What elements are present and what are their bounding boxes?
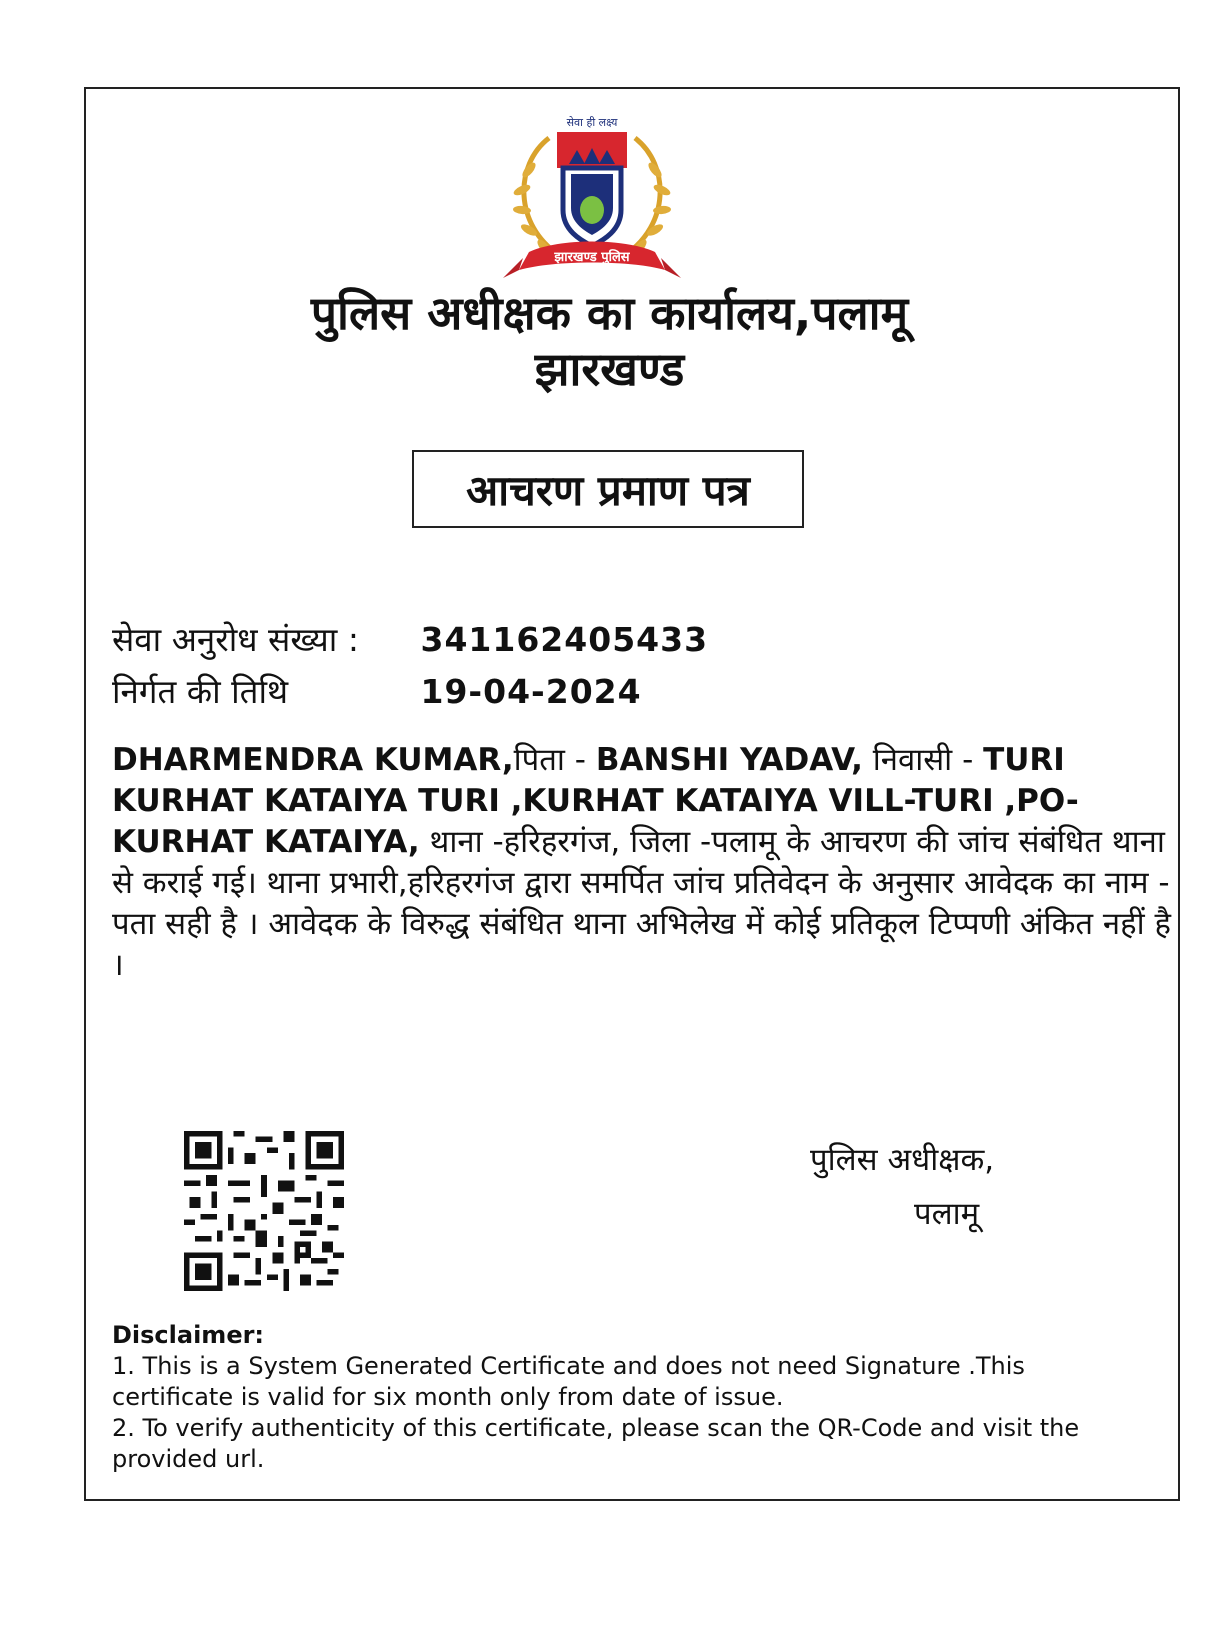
signatory-title: पुलिस अधीक्षक, bbox=[810, 1142, 995, 1178]
office-name: पुलिस अधीक्षक का कार्यालय,पलामू bbox=[310, 286, 909, 340]
resident-label: निवासी - bbox=[862, 742, 984, 778]
office-state: झारखण्ड bbox=[534, 342, 685, 396]
request-number-value: 341162405433 bbox=[420, 620, 709, 659]
certificate-title: आचरण प्रमाण पत्र bbox=[412, 450, 804, 528]
signatory-place: पलामू bbox=[914, 1196, 980, 1232]
disclaimer bbox=[112, 1320, 1142, 1475]
father-name: BANSHI YADAV, bbox=[595, 742, 863, 778]
office-heading bbox=[0, 285, 1219, 397]
father-label: पिता - bbox=[513, 742, 596, 778]
applicant-name: DHARMENDRA KUMAR, bbox=[112, 742, 514, 778]
issue-date-row bbox=[112, 672, 642, 712]
certificate-body bbox=[112, 740, 1172, 986]
jharkhand-police-emblem bbox=[489, 110, 695, 290]
verification-qr-code[interactable] bbox=[184, 1131, 344, 1291]
disclaimer-heading: Disclaimer: bbox=[112, 1321, 265, 1349]
issue-date-value: 19-04-2024 bbox=[420, 672, 642, 711]
disclaimer-item-2: 2. To verify authenticity of this certificate, please scan the QR-Code and visit the provided url. bbox=[112, 1414, 1080, 1473]
disclaimer-item-1: 1. This is a System Generated Certificate and does not need Signature .This certificate is valid for six month only from date of issue. bbox=[112, 1352, 1025, 1411]
emblem-motto: सेवा ही लक्ष्य bbox=[566, 116, 618, 129]
applicant-address: TURI KURHAT KATAIYA TURI ,KURHAT KATAIYA VILL-TURI ,PO-KURHAT KATAIYA, bbox=[112, 742, 1079, 860]
signature-block bbox=[810, 1133, 994, 1241]
issue-date-label: निर्गत की तिथि bbox=[112, 672, 289, 711]
request-number-label: सेवा अनुरोध संख्या : bbox=[112, 620, 359, 659]
emblem-ribbon-text: झारखण्ड पुलिस bbox=[554, 250, 630, 265]
certificate-statement: थाना -हरिहरगंज, जिला -पलामू के आचरण की जांच संबंधित थाना से कराई गई। थाना प्रभारी,हरिहरगंज द्वारा समर्पित जांच प्रतिवेदन के अनुसार आवेदक का नाम - पता सही है । आवेदक के विरुद्ध संबंधित थाना अभिलेख में कोई प्रतिकूल टिप्पणी अंकित नहीं है । bbox=[112, 824, 1171, 983]
request-number-row bbox=[112, 620, 708, 660]
